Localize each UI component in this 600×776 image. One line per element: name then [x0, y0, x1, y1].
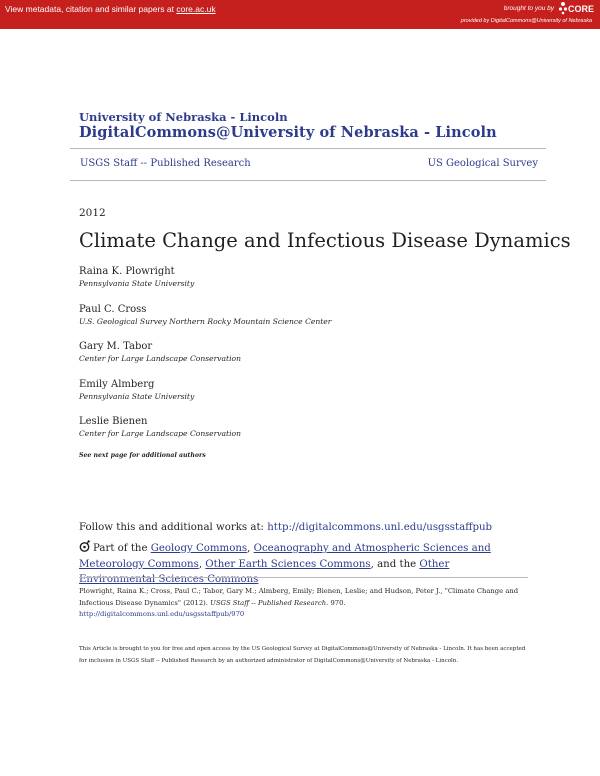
institution-name[interactable]: University of Nebraska - Lincoln — [79, 110, 288, 124]
author-name: Gary M. Tabor — [79, 341, 153, 352]
open-access-icon — [79, 540, 90, 552]
author-name: Raina K. Plowright — [79, 266, 175, 277]
citation-text: Plowright, Raina K.; Cross, Paul C.; Tabor, Gary M.; Almberg, Emily; Bienen, Leslie; and Hudson, Peter J., "Climate Change and Infectious Disease Dynamics" (2012). — [79, 587, 519, 607]
author-entry — [79, 304, 331, 326]
citation-number: . 970. — [326, 598, 346, 607]
publication-year: 2012 — [79, 207, 106, 219]
author-name: Paul C. Cross — [79, 304, 147, 315]
additional-authors-note: See next page for additional authors — [79, 452, 206, 459]
author-entry — [79, 416, 241, 438]
part-of-prefix: Part of the — [93, 543, 151, 554]
citation-series: USGS Staff -- Published Research — [210, 598, 327, 607]
author-name: Emily Almberg — [79, 379, 155, 390]
access-notice: This Article is brought to you for free and open access by the US Geological Survey at DigitalCommons@University of Nebraska - Lincoln. It has been accepted for inclusion in USGS Staff -- Published Research by an authorized administrator of DigitalCommons@University of Nebraska - Lincoln. — [79, 646, 526, 664]
oceanography-commons-link[interactable]: Oceanography and Atmospheric Sciences and Meteorology Commons — [79, 543, 491, 570]
metadata-text: View metadata, citation and similar papers at — [5, 4, 177, 14]
collection-link[interactable]: US Geological Survey — [427, 158, 538, 169]
part-of-commons — [79, 540, 519, 588]
core-logo-icon — [558, 1, 568, 15]
author-affiliation: Pennsylvania State University — [79, 392, 195, 401]
separator: , — [198, 558, 206, 570]
separator: , — [247, 543, 254, 554]
author-entry — [79, 379, 194, 401]
citation-url-link[interactable]: http://digitalcommons.unl.edu/usgsstaffpub/970 — [79, 610, 245, 618]
repository-name[interactable]: DigitalCommons@University of Nebraska - Lincoln — [79, 124, 497, 141]
core-logo[interactable] — [558, 1, 595, 16]
series-nav — [70, 148, 546, 181]
author-affiliation: Center for Large Landscape Conservation — [79, 354, 242, 363]
core-ac-uk-link[interactable]: core.ac.uk — [176, 4, 216, 14]
section-divider — [79, 577, 528, 578]
environmental-sciences-commons-link[interactable]: Other Environmental Sciences Commons — [79, 558, 450, 585]
author-entry — [79, 266, 194, 288]
brought-by-text: brought to you by — [503, 5, 554, 12]
follow-line — [79, 522, 492, 533]
author-entry — [79, 341, 241, 363]
provided-by-text: provided by DigitalCommons@University of Nebraska — [460, 18, 592, 24]
core-banner — [0, 0, 600, 29]
usgs-staff-pub-link[interactable]: http://digitalcommons.unl.edu/usgsstaffpub — [267, 522, 493, 533]
author-affiliation: U.S. Geological Survey Northern Rocky Mountain Science Center — [79, 317, 332, 326]
series-link[interactable]: USGS Staff -- Published Research — [80, 158, 251, 169]
metadata-link[interactable] — [5, 4, 216, 14]
author-name: Leslie Bienen — [79, 416, 148, 427]
core-wordmark: CORE — [568, 4, 595, 14]
author-affiliation: Center for Large Landscape Conservation — [79, 429, 242, 438]
author-affiliation: Pennsylvania State University — [79, 279, 195, 288]
recommended-citation — [79, 586, 529, 621]
paper-title: Climate Change and Infectious Disease Dynamics — [79, 229, 571, 252]
separator: , and the — [370, 558, 420, 570]
follow-text: Follow this and additional works at: — [79, 522, 268, 533]
geology-commons-link[interactable]: Geology Commons — [150, 543, 248, 554]
earth-sciences-commons-link[interactable]: Other Earth Sciences Commons — [205, 558, 371, 570]
